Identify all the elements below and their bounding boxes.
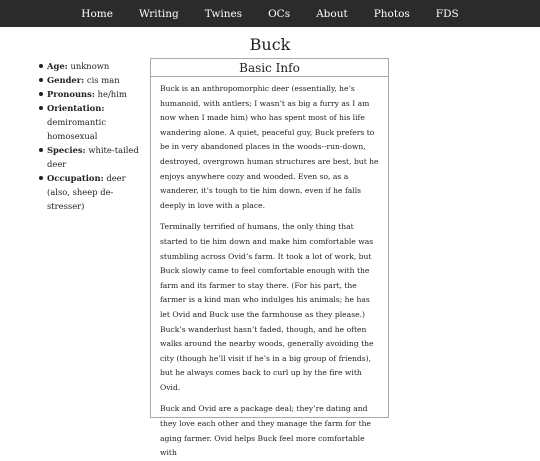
fact-value: unknown bbox=[67, 61, 110, 71]
basic-info-body bbox=[151, 77, 388, 461]
bio-paragraph: Terminally terrified of humans, the only thing that started to tie him down and make him comfortable was stumbling across Ovid’s farm. It took a lot of work, but Buck slowly came to feel comfortable enough with the farm and its farmer to stay there. (For his part, the farmer is a kind man who indulges his animals; he has let Ovid and Buck use the farmhouse as they please.) Buck’s wanderlust hasn’t faded, though, and he often walks around the nearby woods, generally avoiding the city (though he’ll visit if he’s in a big group of friends), but he always comes back to curl up by the fire with Ovid. bbox=[160, 222, 374, 392]
fact-key: Gender: bbox=[47, 75, 85, 85]
fact-value: cis man bbox=[84, 75, 120, 85]
fact-species bbox=[47, 143, 148, 171]
fact-key: Orientation: bbox=[47, 103, 105, 113]
nav-link-writing[interactable]: Writing bbox=[138, 7, 179, 20]
basic-info-heading: Basic Info bbox=[151, 59, 388, 77]
nav-link-home[interactable]: Home bbox=[81, 7, 113, 20]
fact-value: demiromantic homosexual bbox=[47, 117, 107, 141]
page-title: Buck bbox=[249, 35, 291, 54]
nav-link-ocs[interactable]: OCs bbox=[268, 7, 291, 20]
fact-value: deer (also, sheep de-stresser) bbox=[47, 173, 126, 211]
fact-orientation bbox=[47, 101, 148, 143]
character-facts-sidebar bbox=[36, 59, 148, 213]
fact-key: Pronouns: bbox=[47, 89, 95, 99]
fact-key: Occupation: bbox=[47, 173, 104, 183]
nav-link-about[interactable]: About bbox=[316, 7, 348, 20]
bio-paragraph: Buck and Ovid are a package deal; they’re dating and they love each other and they manage the farm for the aging farmer. Ovid helps Buck feel more comfortable with bbox=[160, 404, 372, 458]
fact-key: Species: bbox=[47, 145, 86, 155]
fact-age bbox=[47, 59, 148, 73]
nav-link-photos[interactable]: Photos bbox=[373, 7, 410, 20]
basic-info-box bbox=[150, 58, 389, 458]
facts-list bbox=[36, 59, 148, 213]
fact-value: white-tailed deer bbox=[47, 145, 139, 169]
top-navbar bbox=[0, 0, 540, 27]
fact-key: Age: bbox=[47, 61, 68, 71]
fact-value: he/him bbox=[94, 89, 127, 99]
fact-pronouns bbox=[47, 87, 148, 101]
fact-occupation bbox=[47, 171, 148, 213]
bio-paragraph: Buck is an anthropomorphic deer (essentially, he’s humanoid, with antlers; I wasn’t as big a furry as I am now when I made him) who has spent most of his life wandering alone. A quiet, peaceful guy, Buck prefers to be in very abandoned places in the woods--run-down, destroyed, overgrown human structures are best, but he enjoys anywhere cozy and wooded. Even so, as a wanderer, it’s tough to tie him down, even if he falls deeply in love with a place. bbox=[160, 84, 379, 210]
fact-gender bbox=[47, 73, 148, 87]
nav-link-twines[interactable]: Twines bbox=[204, 7, 243, 20]
nav-link-fds[interactable]: FDS bbox=[435, 7, 459, 20]
